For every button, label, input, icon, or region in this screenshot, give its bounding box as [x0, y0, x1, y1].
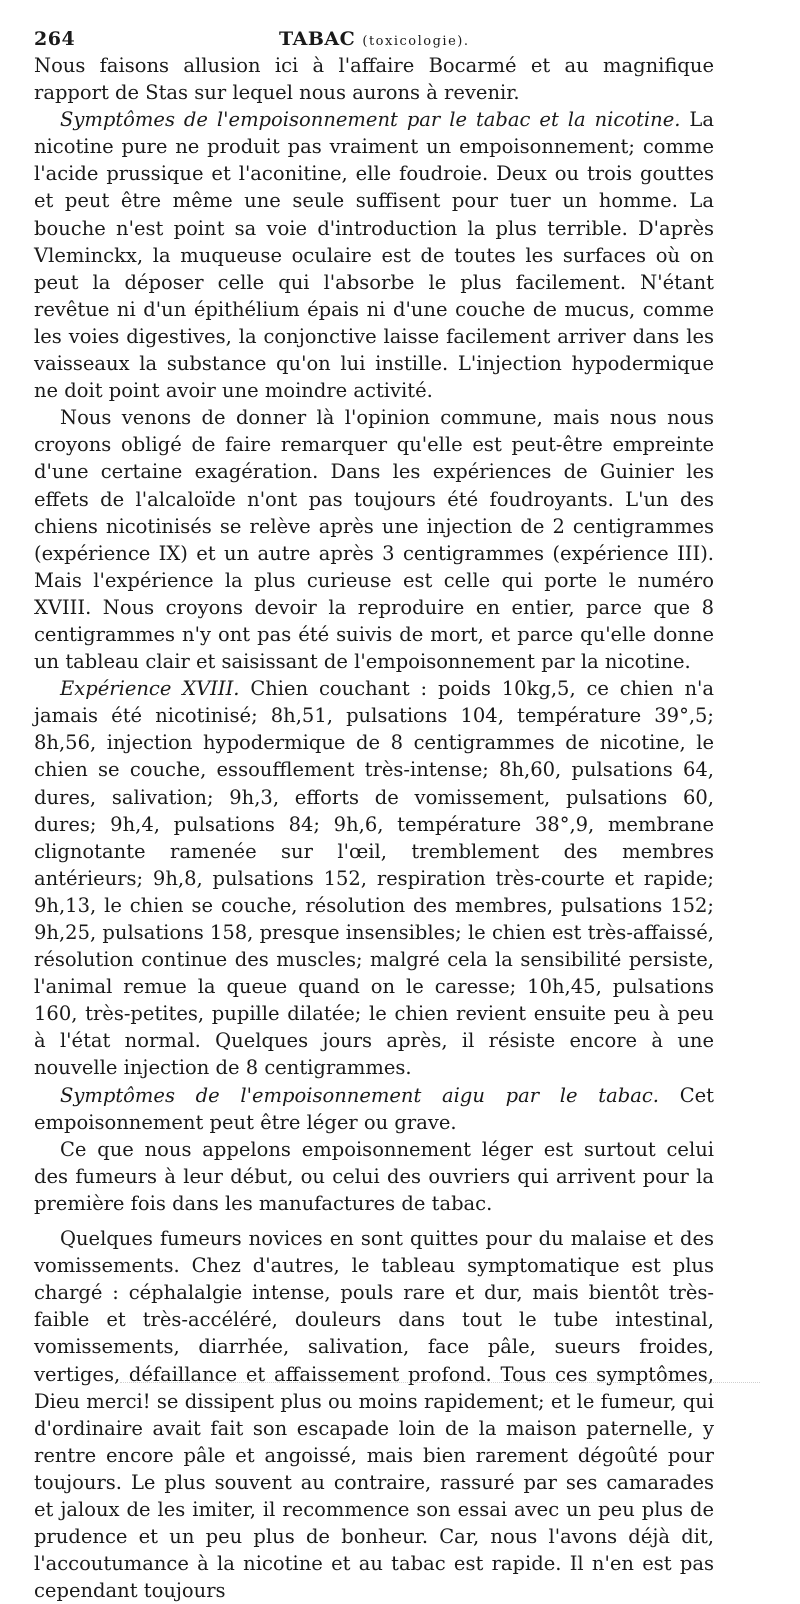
paragraph-3: [34, 404, 714, 675]
paragraph-1-text: Nous faisons allusion ici à l'affaire Bocarmé et au magnifique rapport de Stas sur lequel nous aurons à revenir.: [34, 54, 714, 105]
book-page: [34, 22, 714, 1604]
paragraph-6: [34, 1136, 714, 1217]
section-heading-symptomes-nicotine: Symptômes de l'empoisonnement par le tabac et la nicotine.: [60, 108, 681, 132]
body-text: [34, 52, 714, 1604]
paragraph-4: [34, 675, 714, 1081]
paragraph-7-text: Quelques fumeurs novices en sont quittes pour du malaise et des vomissements. Chez d'autres, le tableau symptomatique est plus chargé : céphalalgie intense, pouls rare et dur, mais bientôt très-faible et très-accéléré, douleurs dans tout le tube intestinal, vomissements, diarrhée, salivation, face pâle, sueurs froides, vertiges, défaillance et affaissement profond. Tous ces symptômes, Dieu merci! se dissipent plus ou moins rapidement; et le fumeur, qui d'ordinaire avait fait son escapade loin de la maison paternelle, y rentre encore pâle et angoissé, mais bien rarement dégoûté pour toujours. Le plus souvent au contraire, rassuré par ses camarades et jaloux de les imiter, il recommence son essai avec un peu plus de prudence et un peu plus de bonheur. Car, nous l'avons déjà dit, l'accoutumance à la nicotine et au tabac est rapide. Il n'en est pas cependant toujours: [34, 1227, 714, 1603]
running-head: [34, 22, 714, 52]
section-heading-empoisonnement-aigu: Symptômes de l'empoisonnement aigu par le tabac.: [60, 1083, 659, 1107]
paragraph-2: [34, 106, 714, 404]
running-title-subtitle: (toxicologie).: [362, 34, 470, 49]
paragraph-4-text: Chien couchant : poids 10kg,5, ce chien n'a jamais été nicotinisé; 8h,51, pulsations 104, température 39°,5; 8h,56, injection hypodermique de 8 centigrammes de nicotine, le chien se couche, essoufflement très-intense; 8h,60, pulsations 64, dures, salivation; 9h,3, efforts de vomissement, pulsations 60, dures; 9h,4, pulsations 84; 9h,6, température 38°,9, membrane clignotante ramenée sur l'œil, tremblement des membres antérieurs; 9h,8, pulsations 152, respiration très-courte et rapide; 9h,13, le chien se couche, résolution des membres, pulsations 152; 9h,25, pulsations 158, presque insensibles; le chien est très-affaissé, résolution continue des muscles; malgré cela la sensibilité persiste, l'animal remue la queue quand on le caresse; 10h,45, pulsations 160, très-petites, pupille dilatée; le chien revient ensuite peu à peu à l'état normal. Quelques jours après, il résiste encore à une nouvelle injection de 8 centigrammes.: [34, 677, 714, 1080]
paragraph-7: [34, 1225, 714, 1604]
paragraph-5: [34, 1082, 714, 1136]
running-title-main: TABAC: [279, 28, 356, 50]
paragraph-1: [34, 52, 714, 106]
running-title: [279, 28, 469, 50]
page-number: 264: [34, 28, 76, 50]
paragraph-2-text: La nicotine pure ne produit pas vraiment un empoisonnement; comme l'acide prussique et l'aconitine, elle foudroie. Deux ou trois gouttes et peut être même une seule suffisent pour tuer un homme. La bouche n'est point sa voie d'introduction la plus terrible. D'après Vleminckx, la muqueuse oculaire est de toutes les surfaces où on peut la déposer celle qui l'absorbe le plus facilement. N'étant revêtue ni d'un épithélium épais ni d'une couche de mucus, comme les voies digestives, la conjonctive laisse facilement arriver dans les vaisseaux la substance qu'on lui instille. L'injection hypodermique ne doit point avoir une moindre activité.: [34, 108, 714, 403]
paragraph-3-text: Nous venons de donner là l'opinion commune, mais nous nous croyons obligé de faire remarquer qu'elle est peut-être empreinte d'une certaine exagération. Dans les expériences de Guinier les effets de l'alcaloïde n'ont pas toujours été foudroyants. L'un des chiens nicotinisés se relève après une injection de 2 centigrammes (expérience IX) et un autre après 3 centigrammes (expérience III). Mais l'expérience la plus curieuse est celle qui porte le numéro XVIII. Nous croyons devoir la reproduire en entier, parce que 8 centigrammes n'y ont pas été suivis de mort, et parce qu'elle donne un tableau clair et saisissant de l'empoisonnement par la nicotine.: [34, 406, 714, 674]
paragraph-5-text: Cet empoisonnement peut être léger ou grave.: [34, 1083, 714, 1134]
paragraph-6-text: Ce que nous appelons empoisonnement léger est surtout celui des fumeurs à leur début, ou celui des ouvriers qui arrivent pour la première fois dans les manufactures de tabac.: [34, 1137, 714, 1215]
footer-bleed-through: [120, 1382, 760, 1383]
section-heading-experience-xviii: Expérience XVIII.: [60, 677, 240, 701]
